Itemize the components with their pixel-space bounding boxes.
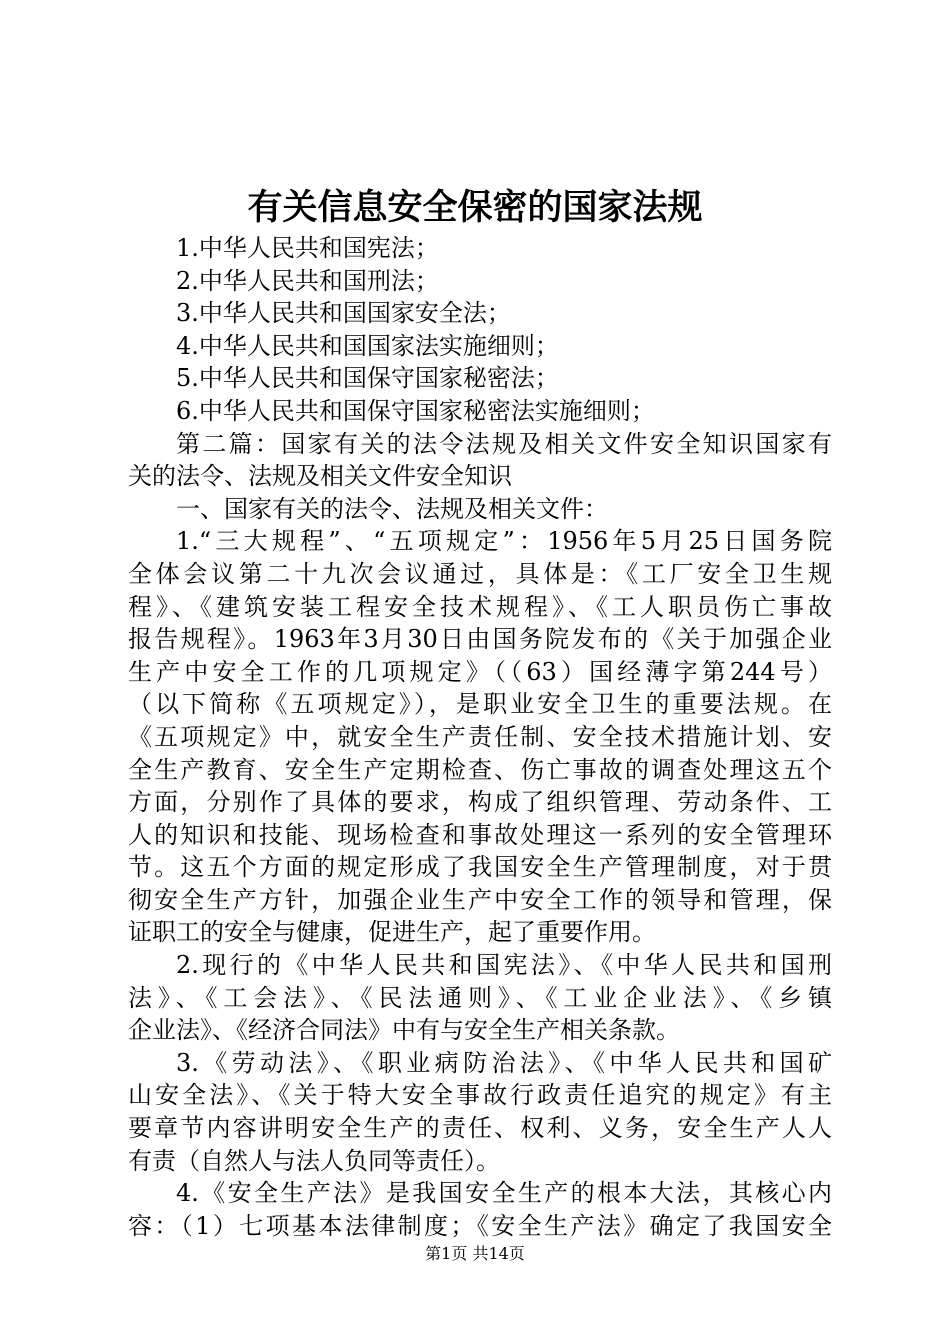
text-line: 彻安全生产方针，加强企业生产中安全工作的领导和管理，保: [128, 885, 832, 914]
text-line: 5.中华人民共和国保守国家秘密法；: [176, 364, 559, 393]
text-line: 3.中华人民共和国国家安全法；: [176, 299, 511, 328]
text-line: 程》、《建筑安装工程安全技术规程》、《工人职员伤亡事故: [128, 592, 832, 621]
text-line: 1.“三大规程”、“五项规定”：1956年5月25日国务院: [176, 527, 832, 556]
text-line: 1.中华人民共和国宪法；: [176, 234, 439, 262]
text-line: 一、国家有关的法令、法规及相关文件：: [176, 494, 608, 523]
page-footer: 第1页 共14页: [425, 1244, 525, 1263]
text-line: 人的知识和技能、现场检查和事故处理这一系列的安全管理环: [128, 820, 832, 849]
text-line: 有责（自然人与法人负同等责任）。: [128, 1146, 500, 1175]
document-title: 有关信息安全保密的国家法规: [247, 187, 703, 228]
text-line: 企业法》、《经济合同法》中有与安全生产相关条款。: [128, 1016, 680, 1045]
text-line: 生产中安全工作的几项规定》（（63）国经薄字第244号）: [128, 657, 832, 686]
text-line: 要章节内容讲明安全生产的责任、权利、义务，安全生产人人: [128, 1114, 832, 1143]
text-line: 全生产教育、安全生产定期检查、伤亡事故的调查处理这五个: [128, 755, 832, 784]
text-line: 第二篇：国家有关的法令法规及相关文件安全知识国家有: [176, 429, 832, 458]
text-line: 方面，分别作了具体的要求，构成了组织管理、劳动条件、工: [128, 788, 832, 817]
text-line: 2.现行的《中华人民共和国宪法》、《中华人民共和国刑: [176, 951, 832, 980]
text-line: 关的法令、法规及相关文件安全知识: [128, 462, 512, 491]
text-line: 证职工的安全与健康，促进生产，起了重要作用。: [128, 918, 656, 947]
text-line: 2.中华人民共和国刑法；: [176, 266, 439, 295]
text-line: 容：（1）七项基本法律制度；《安全生产法》确定了我国安全: [128, 1211, 832, 1240]
text-line: 山安全法》、《关于特大安全事故行政责任追究的规定》有主: [128, 1081, 832, 1110]
text-line: 6.中华人民共和国保守国家秘密法实施细则；: [176, 396, 655, 425]
text-line: 法》、《工会法》、《民法通则》、《工业企业法》、《乡镇: [128, 983, 832, 1012]
text-line: 《五项规定》中，就安全生产责任制、安全技术措施计划、安: [128, 722, 832, 751]
text-line: 节。这五个方面的规定形成了我国安全生产管理制度，对于贯: [128, 853, 832, 882]
text-line: （以下简称《五项规定》），是职业安全卫生的重要法规。在: [128, 690, 832, 719]
text-line: 3.《劳动法》、《职业病防治法》、《中华人民共和国矿: [176, 1048, 832, 1077]
document-body: [128, 232, 832, 1242]
text-line: 4.《安全生产法》是我国安全生产的根本大法，其核心内: [176, 1179, 832, 1208]
text-line: 4.中华人民共和国国家法实施细则；: [176, 331, 559, 360]
text-line: 全体会议第二十九次会议通过，具体是：《工厂安全卫生规: [128, 559, 832, 588]
text-line: 报告规程》。1963年3月30日由国务院发布的《关于加强企业: [128, 625, 832, 654]
